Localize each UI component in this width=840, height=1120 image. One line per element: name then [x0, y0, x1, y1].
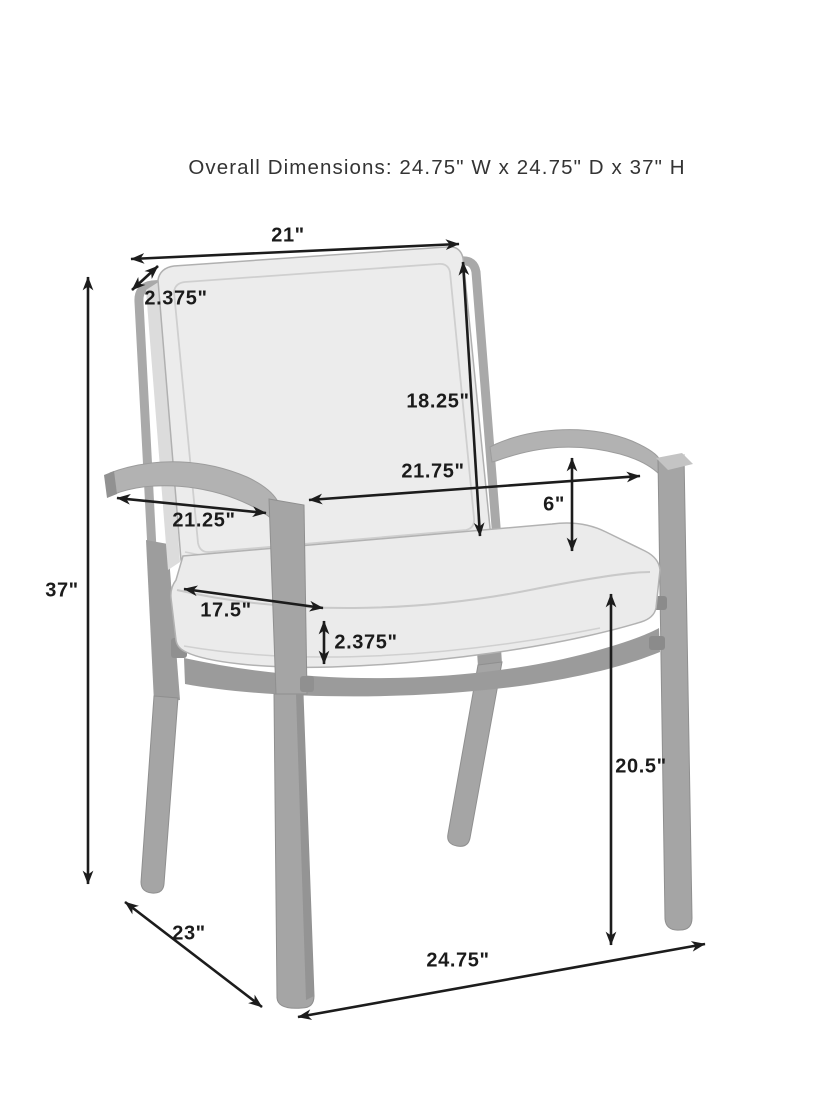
dim-label-overall-width: 24.75"	[426, 949, 490, 972]
right-bracket-lower	[649, 636, 665, 650]
dim-label-overall-depth: 23"	[172, 922, 206, 945]
dim-label-seat-height: 20.5"	[615, 755, 667, 778]
dim-label-back-cushion-height: 18.25"	[406, 390, 470, 413]
arrow-overall-depth	[125, 902, 262, 1007]
front-right-leg	[658, 455, 692, 930]
rear-left-leg	[141, 696, 178, 893]
left-arm-post	[269, 499, 307, 694]
dim-label-back-cushion-width: 21"	[271, 224, 305, 247]
dim-label-seat-cushion-thickness: 2.375"	[334, 631, 398, 654]
dim-label-back-cushion-thickness: 2.375"	[144, 287, 208, 310]
dim-label-arm-length: 21.25"	[172, 509, 236, 532]
right-arm	[490, 430, 662, 477]
arrow-overall-width	[298, 944, 705, 1017]
left-post-bracket	[300, 676, 314, 692]
dim-label-overall-height: 37"	[45, 579, 79, 602]
dim-label-seat-width: 21.75"	[401, 460, 465, 483]
chair-art	[104, 247, 693, 1009]
dim-label-seat-cushion-depth: 17.5"	[200, 599, 252, 622]
page-title: Overall Dimensions: 24.75" W x 24.75" D x 37" H	[188, 156, 686, 179]
dim-label-arm-above-seat-height: 6"	[543, 493, 565, 516]
